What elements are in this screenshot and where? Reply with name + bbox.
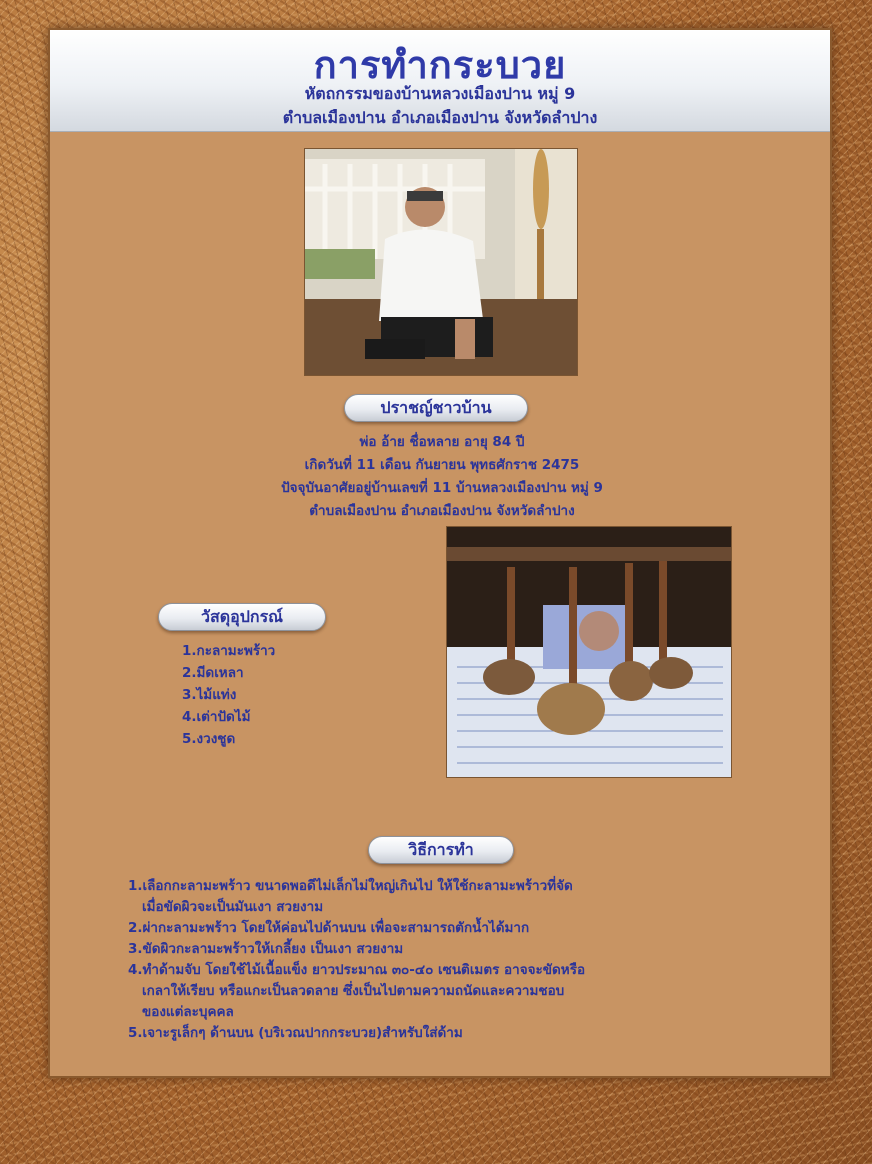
elder-photo xyxy=(304,148,578,376)
header-banner xyxy=(50,30,830,132)
method-step xyxy=(128,1023,778,1044)
step-text: 2.ผ่ากะลามะพร้าว โดยให้ค่อนไปด้านบน เพื่อจะสามารถตักน้ำได้มาก xyxy=(128,920,530,936)
material-item: 2.มีดเหลา xyxy=(182,665,244,681)
sage-line-4: ตำบลเมืองปาน อำเภอเมืองปาน จังหวัดลำปาง xyxy=(309,503,575,519)
material-item: 1.กะลามะพร้าว xyxy=(182,643,276,659)
subtitle-line-2: ตำบลเมืองปาน อำเภอเมืองปาน จังหวัดลำปาง xyxy=(282,108,598,127)
step-text: 5.เจาะรูเล็กๆ ด้านบน (บริเวณปากกระบวย)สำหรับใส่ด้าม xyxy=(128,1025,463,1041)
page-title: การทำกระบวย xyxy=(313,43,567,87)
method-heading: วิธีการทำ xyxy=(368,836,514,864)
step-text: 4.ทำด้ามจับ โดยใช้ไม้เนื้อแข็ง ยาวประมาณ ๓๐-๔๐ เซนติเมตร อาจจะขัดหรือ xyxy=(128,962,586,978)
step-text: 1.เลือกกะลามะพร้าว ขนาดพอดีไม่เล็กไม่ใหญ่เกินไป ให้ใช้กะลามะพร้าวที่จัด xyxy=(128,878,573,894)
sage-line-3: ปัจจุบันอาศัยอยู่บ้านเลขที่ 11 บ้านหลวงเมืองปาน หมู่ 9 xyxy=(281,480,603,496)
material-item: 5.งวงชูด xyxy=(182,731,236,747)
step-text-cont: เกลาให้เรียบ หรือแกะเป็นลวดลาย ซึ่งเป็นไปตามความถนัดและความชอบ xyxy=(142,983,565,999)
method-steps xyxy=(128,876,778,1044)
sage-line-2: เกิดวันที่ 11 เดือน กันยายน พุทธศักราช 2475 xyxy=(304,457,580,473)
step-text: 3.ขัดผิวกะลามะพร้าวให้เกลี้ยง เป็นเงา สวยงาม xyxy=(128,941,404,957)
subtitle-line-1: หัตถกรรมของบ้านหลวงเมืองปาน หมู่ 9 xyxy=(304,84,576,103)
step-text-cont: ของแต่ละบุคคล xyxy=(142,1004,234,1020)
step-text-cont: เมื่อขัดผิวจะเป็นมันเงา สวยงาม xyxy=(142,899,324,915)
ladles-photo xyxy=(446,526,732,778)
materials-heading: วัสดุอุปกรณ์ xyxy=(158,603,326,631)
method-step xyxy=(128,939,778,960)
sage-heading: ปราชญ์ชาวบ้าน xyxy=(344,394,528,422)
materials-list xyxy=(182,640,275,750)
content-panel xyxy=(48,28,832,1078)
material-item: 3.ไม้แท่ง xyxy=(182,687,237,703)
material-item: 4.เต่าปัดไม้ xyxy=(182,709,251,725)
method-step xyxy=(128,918,778,939)
method-step xyxy=(128,876,778,918)
sage-line-1: พ่อ อ้าย ชื่อหลาย อายุ 84 ปี xyxy=(359,434,525,450)
method-step xyxy=(128,960,778,1023)
